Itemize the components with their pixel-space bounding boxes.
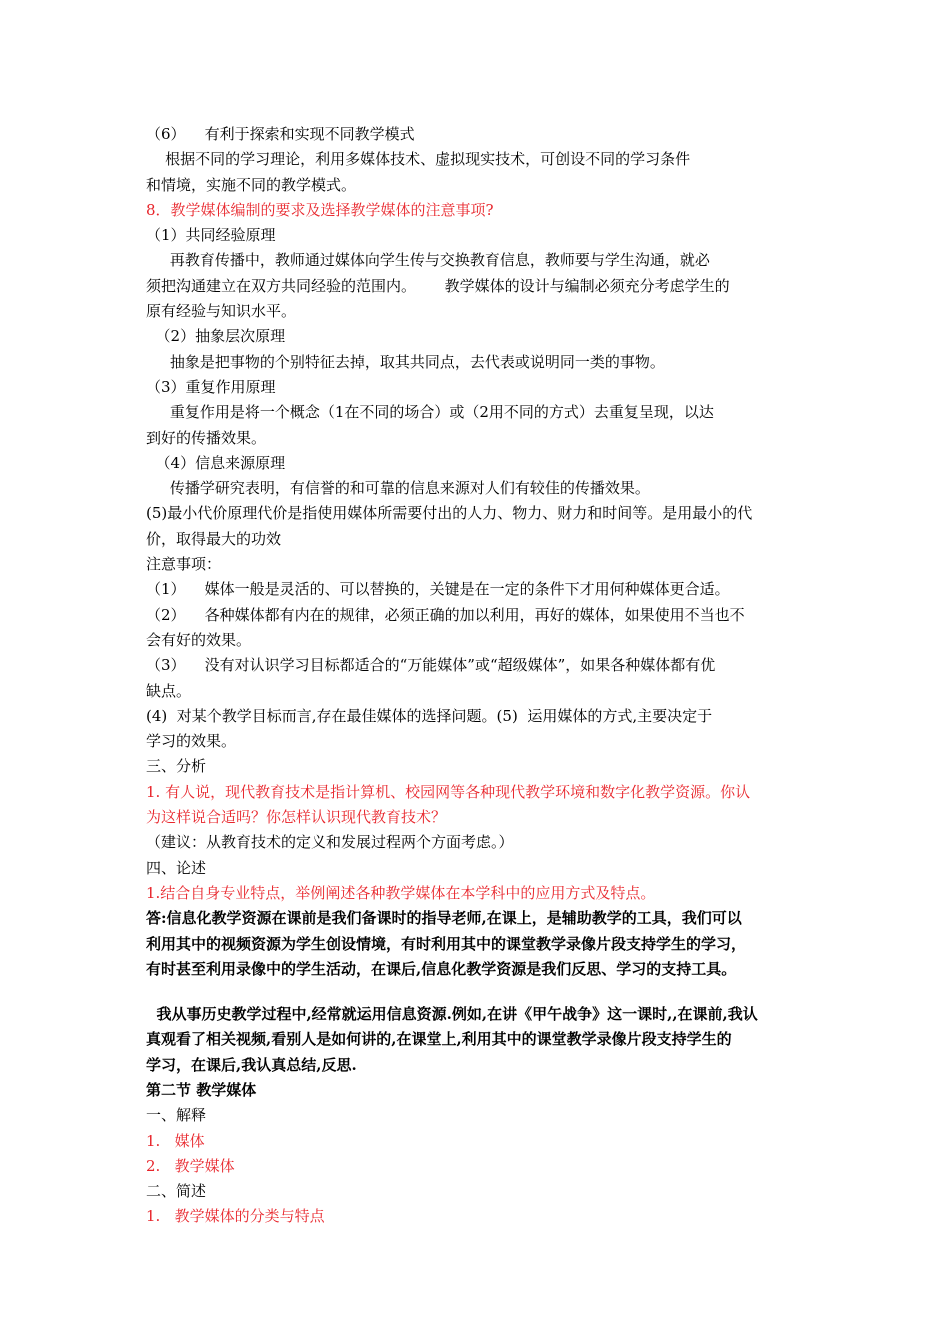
- answer-line: 真观看了相关视频,看别人是如何讲的,在课堂上,利用其中的课堂教学录像片段支持学生的: [146, 1030, 732, 1049]
- text-line: (4) 对某个教学目标而言,存在最佳媒体的选择问题。(5) 运用媒体的方式,主要决定于: [146, 706, 713, 725]
- text-line: （2） 各种媒体都有内在的规律，必须正确的加以利用，再好的媒体，如果使用不当也不: [146, 605, 745, 624]
- question-heading: 1. 媒体: [146, 1131, 205, 1150]
- answer-line: 利用其中的视频资源为学生创设情境，有时利用其中的课堂教学录像片段支持学生的学习，: [146, 934, 747, 953]
- answer-line: 答:信息化教学资源在课前是我们备课时的指导老师,在课上，是辅助教学的工具，我们可以: [146, 909, 742, 928]
- question-heading: 2. 教学媒体: [146, 1156, 235, 1175]
- text-line: 缺点。: [146, 681, 192, 700]
- text-line: (5)最小代价原理代价是指使用媒体所需要付出的人力、物力、财力和时间等。是用最小的代: [146, 504, 753, 523]
- text-line: 价，取得最大的功效: [146, 529, 282, 548]
- section-heading: 四、论述: [146, 858, 207, 877]
- text-line: 和情境，实施不同的教学模式。: [146, 175, 357, 194]
- text-line: 抽象是把事物的个别特征去掉，取其共同点，去代表或说明同一类的事物。: [146, 352, 665, 371]
- document-page: [146, 122, 810, 1230]
- answer-line: 我从事历史教学过程中,经常就运用信息资源.例如,在讲《甲午战争》这一课时,,在课前,我认: [146, 1005, 758, 1024]
- text-line: 学习的效果。: [146, 732, 237, 751]
- section-heading: 一、解释: [146, 1106, 207, 1125]
- text-line: 原有经验与知识水平。: [146, 302, 297, 321]
- text-line: 会有好的效果。: [146, 630, 252, 649]
- text-line: 根据不同的学习理论，利用多媒体技术、虚拟现实技术，可创设不同的学习条件: [146, 150, 691, 169]
- text-line: 重复作用是将一个概念（1在不同的场合）或（2用不同的方式）去重复呈现，以达: [146, 403, 714, 422]
- section-heading: 三、分析: [146, 757, 207, 776]
- text-line: 到好的传播效果。: [146, 428, 267, 447]
- text-line: （1）共同经验原理: [146, 226, 276, 245]
- answer-line: 有时甚至利用录像中的学生活动，在课后,信息化教学资源是我们反思、学习的支持工具。: [146, 959, 737, 978]
- question-heading: 为这样说合适吗？你怎样认识现代教育技术？: [146, 808, 447, 827]
- chapter-heading: 第二节 教学媒体: [146, 1080, 257, 1099]
- answer-line: 学习，在课后,我认真总结,反思.: [146, 1055, 357, 1074]
- paragraph-gap: [146, 982, 810, 1002]
- text-line: （1） 媒体一般是灵活的、可以替换的，关键是在一定的条件下才用何种媒体更合适。: [146, 580, 730, 599]
- question-heading: 1. 教学媒体的分类与特点: [146, 1207, 325, 1226]
- question-heading: 8．教学媒体编制的要求及选择教学媒体的注意事项?: [146, 200, 494, 219]
- text-line: 注意事项：: [146, 555, 222, 574]
- text-line: 传播学研究表明，有信誉的和可靠的信息来源对人们有较佳的传播效果。: [146, 479, 650, 498]
- section-heading: 二、简述: [146, 1182, 207, 1201]
- question-heading: 1.结合自身专业特点，举例阐述各种教学媒体在本学科中的应用方式及特点。: [146, 883, 656, 902]
- text-line: （3）重复作用原理: [146, 377, 276, 396]
- text-line: （4）信息来源原理: [146, 453, 286, 472]
- text-line: （2）抽象层次原理: [146, 327, 286, 346]
- text-line: 再教育传播中，教师通过媒体向学生传与交换教育信息，教师要与学生沟通，就必: [146, 251, 710, 270]
- text-line: （6） 有利于探索和实现不同教学模式: [146, 125, 415, 143]
- question-heading: 1. 有人说，现代教育技术是指计算机、校园网等各种现代教学环境和数字化教学资源。你认: [146, 782, 751, 801]
- text-line: （3） 没有对认识学习目标都适合的“万能媒体”或“超级媒体”，如果各种媒体都有优: [146, 656, 716, 675]
- text-line: （建议：从教育技术的定义和发展过程两个方面考虑。）: [146, 833, 514, 852]
- text-line: 须把沟通建立在双方共同经验的范围内。 教学媒体的设计与编制必须充分考虑学生的: [146, 276, 730, 295]
